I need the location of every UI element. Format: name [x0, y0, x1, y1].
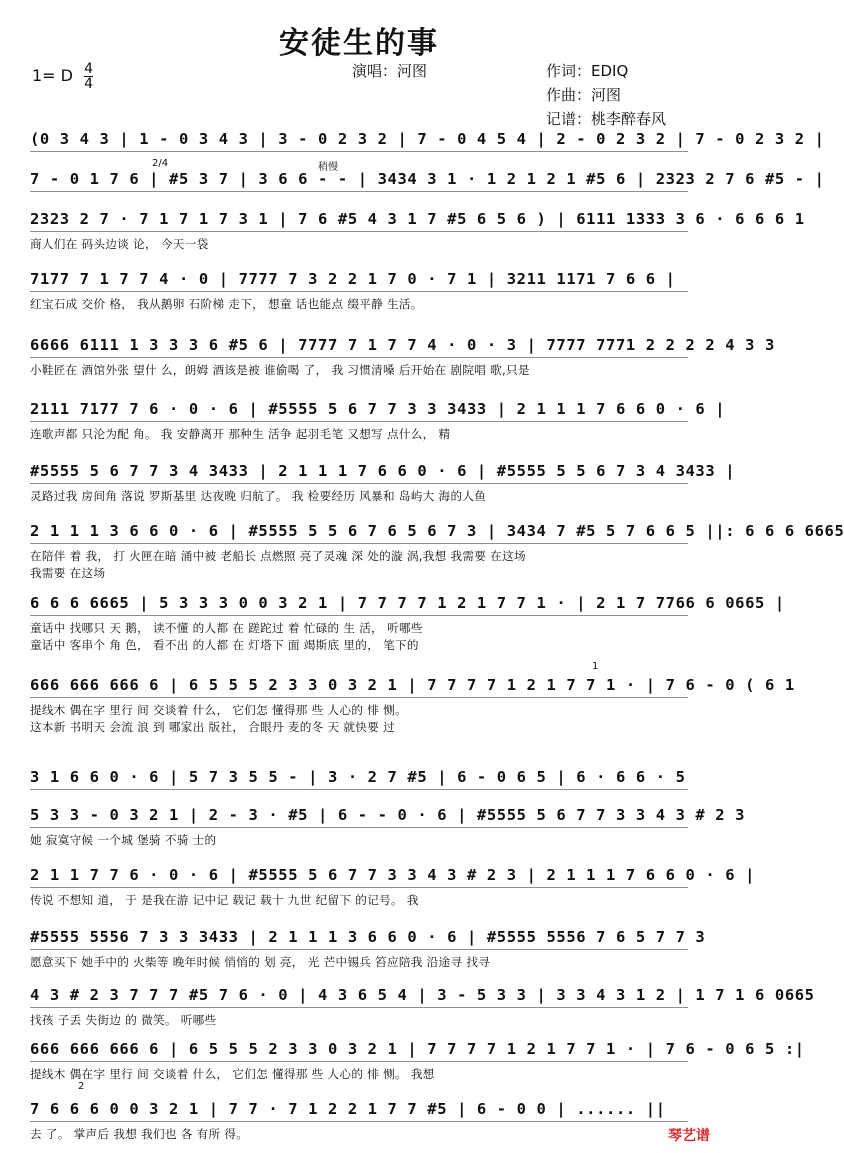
beam-line	[30, 191, 688, 192]
beam-line	[30, 1121, 688, 1122]
lyric-line: 我需要 在这场	[30, 566, 106, 580]
lyric-line: 童话中 找哪只 天 鹅， 读不懂 的人都 在 蹉跎过 着 忙碌的 生 活， 听哪些	[30, 621, 423, 635]
notation-line: #5555 5556 7 3 3 3433 | 2 1 1 1 3 6 6 0 · 6 | #5555 5556 7 6 5 7 7 3	[30, 928, 706, 946]
beam-line	[30, 827, 688, 828]
notation-line: 2 1 1 1 3 6 6 0 · 6 | #5555 5 5 6 7 6 5 6 7 3 | 3434 7 #5 5 7 6 6 5 ||: 6 6 6 6665	[30, 522, 844, 540]
key-signature	[32, 62, 93, 91]
lyricist-credit: 作词：EDIQ	[546, 62, 629, 80]
notation-line: #5555 5 6 7 7 3 4 3433 | 2 1 1 1 7 6 6 0 · 6 | #5555 5 5 6 7 3 4 3433 |	[30, 462, 736, 480]
transcriber-credit: 记谱：桃李醉春风	[546, 110, 667, 128]
notation-line: 5 3 3 - 0 3 2 1 | 2 - 3 · #5 | 6 - - 0 · 6 | #5555 5 6 7 7 3 3 4 3 # 2 3	[30, 806, 746, 824]
time-signature	[84, 62, 93, 91]
lyric-line: 小鞋匠在 酒馆外张 望什 么，朗姆 酒该是被 谁偷喝 了， 我 习惯清嗓 后开始在 剧院唱 歌,只是	[30, 363, 530, 377]
notation-line: 666 666 666 6 | 6 5 5 5 2 3 3 0 3 2 1 | 7 7 7 7 1 2 1 7 7 1 · | 7 6 - 0 6 5 :|	[30, 1040, 805, 1058]
notation-line: 6666 6111 1 3 3 3 6 #5 6 | 7777 7 1 7 7 4 · 0 · 3 | 7777 7771 2 2 2 2 4 3 3	[30, 336, 775, 354]
lyric-line: 在陪伴 着 我， 打 火匣在暗 涌中被 老船长 点燃照 亮了灵魂 深 处的漩 涡,我想 我需要 在这场	[30, 549, 526, 563]
notation-line: 7177 7 1 7 7 4 · 0 | 7777 7 3 2 2 1 7 0 · 7 1 | 3211 1171 7 6 6 |	[30, 270, 676, 288]
lyric-line: 红宝石成 交价 格， 我从鹅卵 石阶梯 走下， 想童 话也能点 缀平静 生活。	[30, 297, 423, 311]
notation-line: 6 6 6 6665 | 5 3 3 3 0 0 3 2 1 | 7 7 7 7 1 2 1 7 7 1 · | 2 1 7 7766 6 0665 |	[30, 594, 785, 612]
lyric-line: 提线木 偶在字 里行 间 交谈着 什么， 它们怎 懂得那 些 人心的 悱 恻。 我想	[30, 1067, 435, 1081]
lyric-line: 商人们在 码头边谈 论， 今天一袋	[30, 237, 209, 251]
beam-line	[30, 483, 688, 484]
notation-line: (0 3 4 3 | 1 - 0 3 4 3 | 3 - 0 2 3 2 | 7 - 0 4 5 4 | 2 - 0 2 3 2 | 7 - 0 2 3 2 |	[30, 130, 825, 148]
beam-line	[30, 291, 688, 292]
beam-line	[30, 615, 688, 616]
notation-line: 2323 2 7 · 7 1 7 1 7 3 1 | 7 6 #5 4 3 1 7 #5 6 5 6 ) | 6111 1333 3 6 · 6 6 6 1	[30, 210, 805, 228]
lyric-line: 这本新 书明天 会流 浪 到 哪家出 版社， 合眼丹 麦的冬 天 就快要 过	[30, 720, 395, 734]
beam-line	[30, 1007, 688, 1008]
beam-line	[30, 151, 688, 152]
beam-line	[30, 1061, 688, 1062]
lyric-line: 灵路过我 房间角 落说 罗斯基里 达夜晚 归航了。 我 检要经历 风暴和 岛屿大 海的人鱼	[30, 489, 487, 503]
lyric-line: 传说 不想知 道， 于 是我在游 记中记 载记 载十 九世 纪留下 的记号。 我	[30, 893, 419, 907]
beam-line	[30, 949, 688, 950]
beam-line	[30, 421, 688, 422]
lyric-line: 她 寂寞守候 一个城 堡骑 不骑 士的	[30, 833, 217, 847]
volta-2-mark: 2	[78, 1081, 85, 1092]
notation-line: 4 3 # 2 3 7 7 7 #5 7 6 · 0 | 4 3 6 5 4 | 3 - 5 3 3 | 3 3 4 3 1 2 | 1 7 1 6 0665	[30, 986, 815, 1004]
singer-credit: 演唱：河图	[352, 62, 428, 80]
notation-line: 666 666 666 6 | 6 5 5 5 2 3 3 0 3 2 1 | 7 7 7 7 1 2 1 7 7 1 · | 7 6 - 0 ( 6 1	[30, 676, 795, 694]
notation-line: 2 1 1 7 7 6 · 0 · 6 | #5555 5 6 7 7 3 3 4 3 # 2 3 | 2 1 1 1 7 6 6 0 · 6 |	[30, 866, 756, 884]
composer-credit: 作曲：河图	[546, 86, 622, 104]
beam-line	[30, 697, 688, 698]
meter-change-mark: 2/4	[152, 158, 169, 169]
notation-line: 7 - 0 1 7 6 | #5 3 7 | 3 6 6 - - | 3434 3 1 · 1 2 1 2 1 #5 6 | 2323 2 7 6 #5 - |	[30, 170, 825, 188]
volta-1-mark: 1	[592, 661, 599, 672]
notation-line: 3 1 6 6 0 · 6 | 5 7 3 5 5 - | 3 · 2 7 #5 | 6 - 0 6 5 | 6 · 6 6 · 5	[30, 768, 686, 786]
beam-line	[30, 789, 688, 790]
lyric-line: 童话中 客串个 角 色， 看不出 的人都 在 灯塔下 面 竭斯底 里的， 笔下的	[30, 638, 419, 652]
song-title: 安徒生的事	[279, 26, 439, 61]
lyric-line: 连歌声都 只沦为配 角。 我 安静离开 那种生 活争 起羽毛笔 又想写 点什么， 精	[30, 427, 451, 441]
beam-line	[30, 887, 688, 888]
key-label: 1= D	[32, 66, 73, 85]
time-bottom: 4	[84, 76, 94, 92]
beam-line	[30, 543, 688, 544]
lyric-line: 愿意买下 她手中的 火柴等 晚年时候 悄悄的 划 亮， 光 芒中锡兵 笞应陪我 沿途寻 找寻	[30, 955, 491, 969]
watermark-logo: 琴艺谱	[668, 1128, 710, 1144]
lyric-line: 提线木 偶在字 里行 间 交谈着 什么， 它们怎 懂得那 些 人心的 悱 恻。	[30, 703, 407, 717]
tempo-mark: 稍慢	[318, 162, 338, 173]
notation-line: 2111 7177 7 6 · 0 · 6 | #5555 5 6 7 7 3 3 3433 | 2 1 1 1 7 6 6 0 · 6 |	[30, 400, 726, 418]
beam-line	[30, 231, 688, 232]
time-top: 4	[84, 61, 94, 77]
beam-line	[30, 357, 688, 358]
lyric-line: 找孩 子丢 失街边 的 微笑。 听哪些	[30, 1013, 217, 1027]
lyric-line: 去 了。 掌声后 我想 我们也 各 有所 得。	[30, 1127, 249, 1141]
notation-line: 7 6 6 6 0 0 3 2 1 | 7 7 · 7 1 2 2 1 7 7 #5 | 6 - 0 0 | ...... ||	[30, 1100, 666, 1118]
